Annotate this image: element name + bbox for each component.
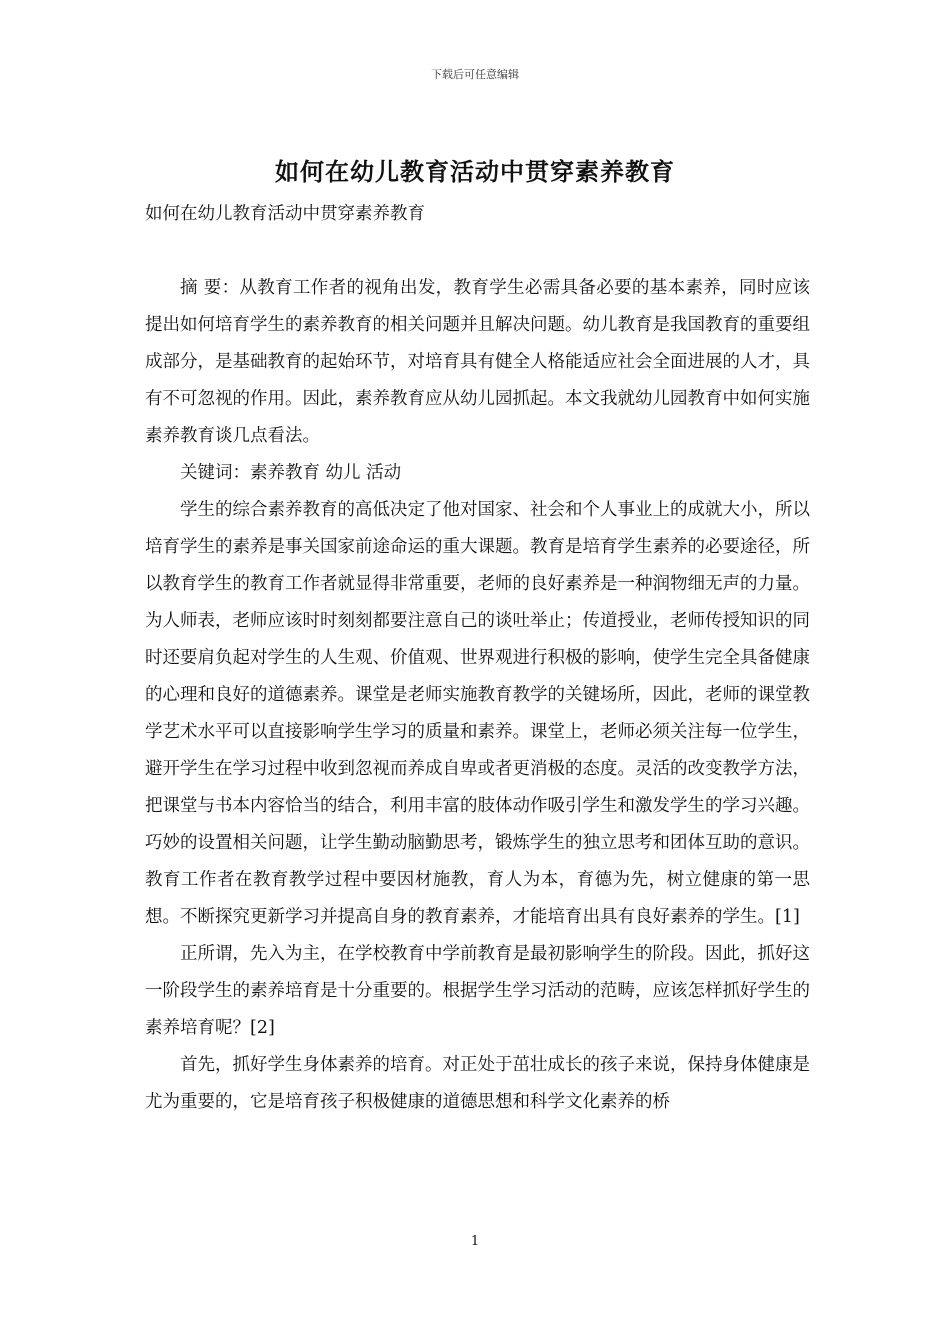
header-note: 下载后可任意编辑: [431, 68, 519, 81]
body-paragraph: 学生的综合素养教育的高低决定了他对国家、社会和个人事业上的成就大小，所以培育学生的素养是事关国家前途命运的重大课题。教育是培育学生素养的必要途径，所以教育学生的教育工作者就显得非常重要，老师的良好素养是一种润物细无声的力量。为人师表，老师应该时时刻刻都要注意自己的谈吐举止；传道授业，老师传授知识的同时还要肩负起对学生的人生观、价值观、世界观进行积极的影响，使学生完全具备健康的心理和良好的道德素养。课堂是老师实施教育教学的关键场所，因此，老师的课堂教学艺术水平可以直接影响学生学习的质量和素养。课堂上，老师必须关注每一位学生，避开学生在学习过程中收到忽视而养成自卑或者更消极的态度。灵活的改变教学方法，把课堂与书本内容恰当的结合，利用丰富的肢体动作吸引学生和激发学生的学习兴趣。巧妙的设置相关问题，让学生勤动脑勤思考，锻炼学生的独立思考和团体互助的意识。教育工作者在教育教学过程中要因材施教，育人为本，育德为先，树立健康的第一思想。不断探究更新学习并提高自身的教育素养，才能培育出具有良好素养的学生。[1]: [145, 500, 810, 927]
page-number: 1: [470, 1234, 480, 1249]
keywords-paragraph: 关键词：素养教育 幼儿 活动: [180, 463, 402, 483]
document-subtitle: 如何在幼儿教育活动中贯穿素养教育: [145, 204, 425, 224]
abstract-paragraph: 摘 要：从教育工作者的视角出发，教育学生必需具备必要的基本素养，同时应该提出如何培育学生的素养教育的相关问题并且解决问题。幼儿教育是我国教育的重要组成部分，是基础教育的起始环节，对培育具有健全人格能适应社会全面进展的人才，具有不可忽视的作用。因此，素养教育应从幼儿园抓起。本文我就幼儿园教育中如何实施素养教育谈几点看法。: [145, 278, 810, 446]
document-title: 如何在幼儿教育活动中贯穿素养教育: [275, 157, 675, 186]
document-body: [145, 270, 810, 1121]
body-paragraph: 正所谓，先入为主，在学校教育中学前教育是最初影响学生的阶段。因此，抓好这一阶段学生的素养培育是十分重要的。根据学生学习活动的范畴，应该怎样抓好学生的素养培育呢？[2]: [145, 944, 810, 1038]
body-paragraph: 首先，抓好学生身体素养的培育。对正处于茁壮成长的孩子来说，保持身体健康是尤为重要的，它是培育孩子积极健康的道德思想和科学文化素养的桥: [145, 1055, 810, 1112]
